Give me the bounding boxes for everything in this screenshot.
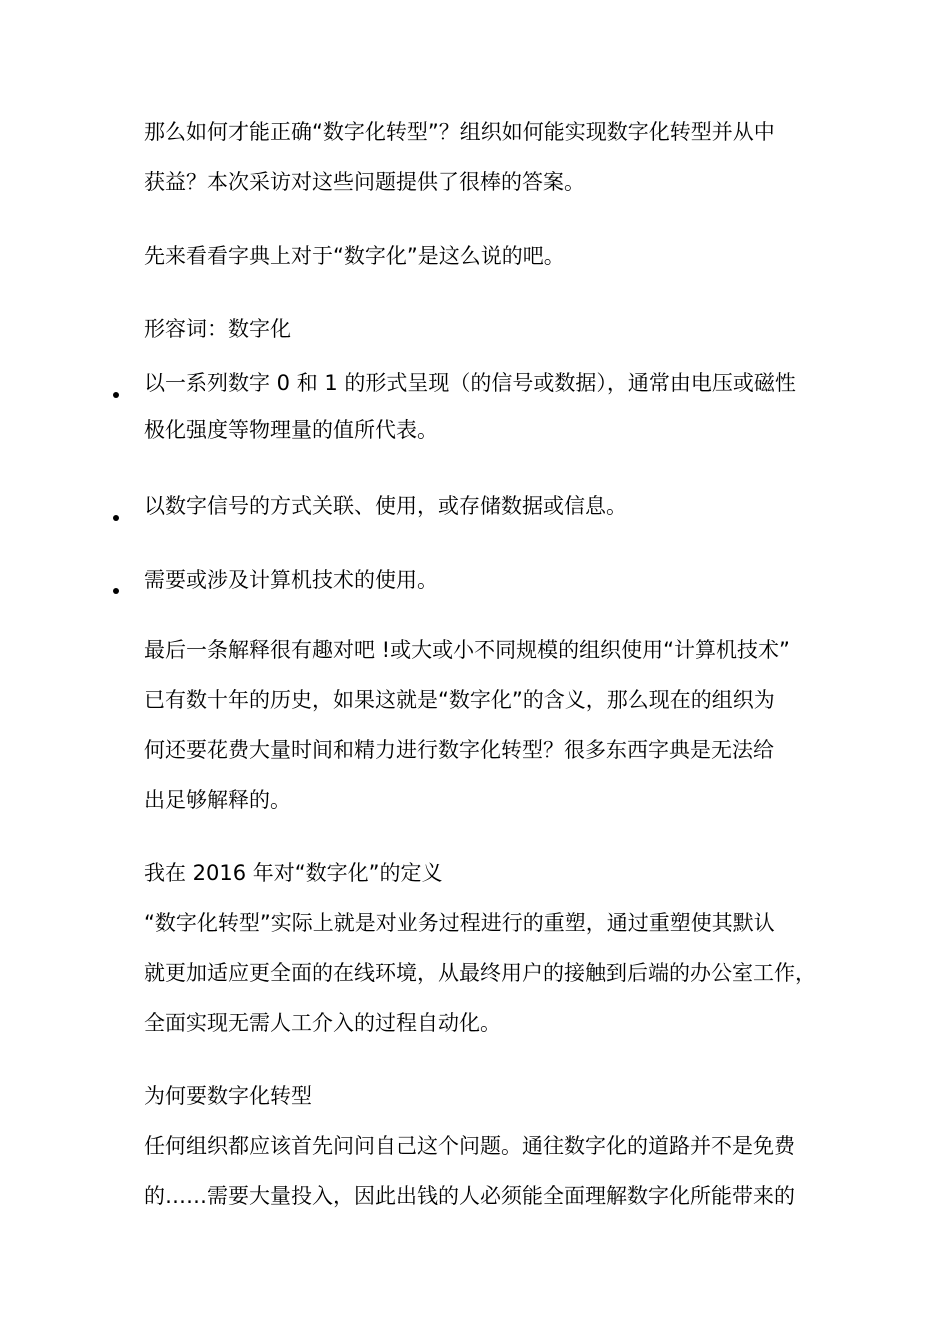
bullet-3-line-1: 需要或涉及计算机技术的使用。 [144,568,438,592]
bullet-1-line-1: 以一系列数字 0 和 1 的形式呈现（的信号或数据），通常由电压或磁性 [144,371,796,395]
paragraph-5-line-2: 就更加适应更全面的在线环境，从最终用户的接触到后端的办公室工作， [144,961,816,985]
bullet-1-line-2: 极化强度等物理量的值所代表。 [144,418,438,442]
bullet-dot-3 [113,588,119,594]
paragraph-1-line-1: 那么如何才能正确“数字化转型”？组织如何能实现数字化转型并从中 [144,120,775,144]
paragraph-2-line-1: 先来看看字典上对于“数字化”是这么说的吧。 [144,244,565,268]
paragraph-5-line-1: “数字化转型”实际上就是对业务过程进行的重塑，通过重塑使其默认 [144,911,775,935]
paragraph-4-line-2: 已有数十年的历史，如果这就是“数字化”的含义，那么现在的组织为 [144,688,775,712]
section-heading-2016-definition: 我在 2016 年对“数字化”的定义 [144,861,443,885]
bullet-dot-2 [113,515,119,521]
paragraph-1-line-2: 获益？本次采访对这些问题提供了很棒的答案。 [144,170,585,194]
bullet-2-line-1: 以数字信号的方式关联、使用，或存储数据或信息。 [144,494,627,518]
paragraph-4-line-1: 最后一条解释很有趣对吧 !或大或小不同规模的组织使用“计算机技术” [144,638,790,662]
paragraph-4-line-4: 出足够解释的。 [144,788,291,812]
paragraph-6-line-1: 任何组织都应该首先问问自己这个问题。通往数字化的道路并不是免费 [144,1134,795,1158]
paragraph-4-line-3: 何还要花费大量时间和精力进行数字化转型？很多东西字典是无法给 [144,738,774,762]
paragraph-5-line-3: 全面实现无需人工介入的过程自动化。 [144,1011,501,1035]
section-heading-why-transform: 为何要数字化转型 [144,1084,312,1108]
definition-heading: 形容词：数字化 [144,317,291,341]
paragraph-6-line-2: 的……需要大量投入，因此出钱的人必须能全面理解数字化所能带来的 [144,1184,795,1208]
bullet-dot-1 [113,392,119,398]
